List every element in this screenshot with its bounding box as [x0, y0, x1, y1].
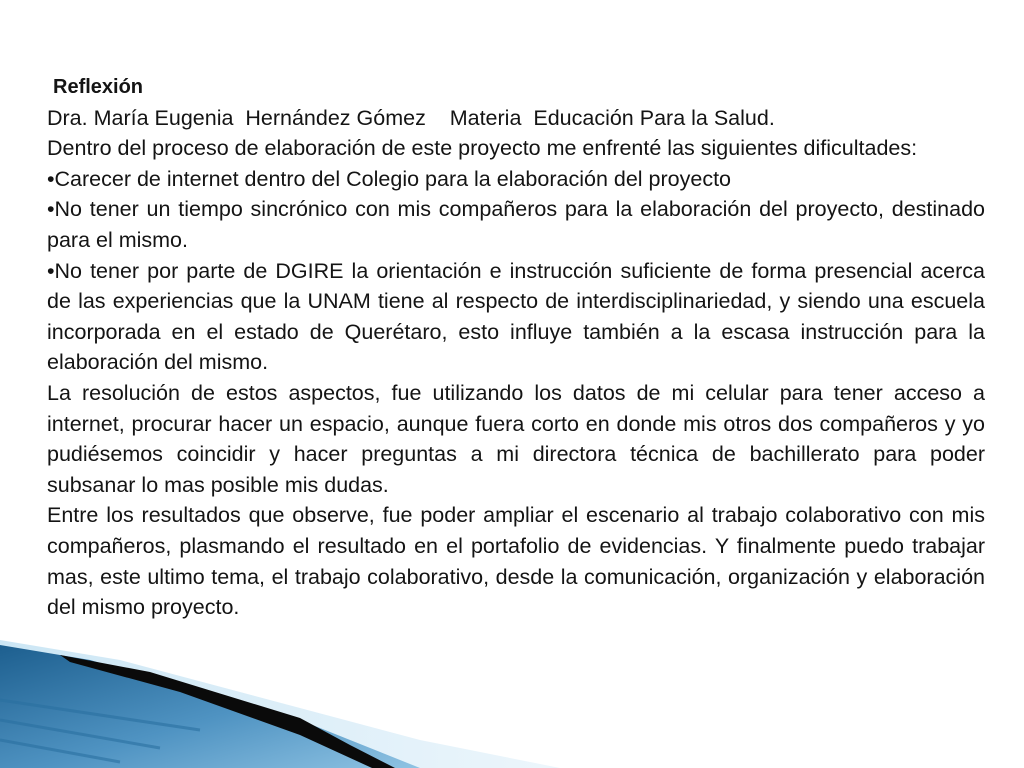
paragraph-intro: Dentro del proceso de elaboración de este proyecto me enfrenté las siguientes dificultades: — [47, 136, 918, 161]
author-line: Dra. María Eugenia Hernández Gómez Materia Educación Para la Salud. — [47, 105, 775, 130]
slide-title: Reflexión — [53, 76, 144, 98]
slide-body — [47, 72, 985, 623]
paragraph-results: Entre los resultados que observe, fue poder ampliar el escenario al trabajo colaborativo con mis compañeros, plasmando el resultado en el portafolio de evidencias. Y finalmente puedo trabajar mas, este ultimo tema, el trabajo colaborativo, desde la comunicación, organización y elaboración del mismo proyecto. — [47, 503, 985, 620]
bullet-item-dgire: •No tener por parte de DGIRE la orientación e instrucción suficiente de forma presencial acerca de las experiencias que la UNAM tiene al respecto de interdisciplinariedad, y siendo una escuela incorporada en el estado de Querétaro, esto influye también a la escasa instrucción para la elaboración del mismo. — [47, 258, 985, 375]
bullet-item-internet: •Carecer de internet dentro del Colegio para la elaboración del proyecto — [47, 166, 732, 191]
paragraph-resolution: La resolución de estos aspectos, fue utilizando los datos de mi celular para tener acceso a internet, procurar hacer un espacio, aunque fuera corto en donde mis otros dos compañeros y yo pudiésemos coincidir y hacer preguntas a mi directora técnica de bachillerato para poder subsanar lo mas posible mis dudas. — [47, 380, 985, 497]
bullet-item-time: •No tener un tiempo sincrónico con mis compañeros para la elaboración del proyecto, destinado para el mismo. — [47, 197, 985, 252]
